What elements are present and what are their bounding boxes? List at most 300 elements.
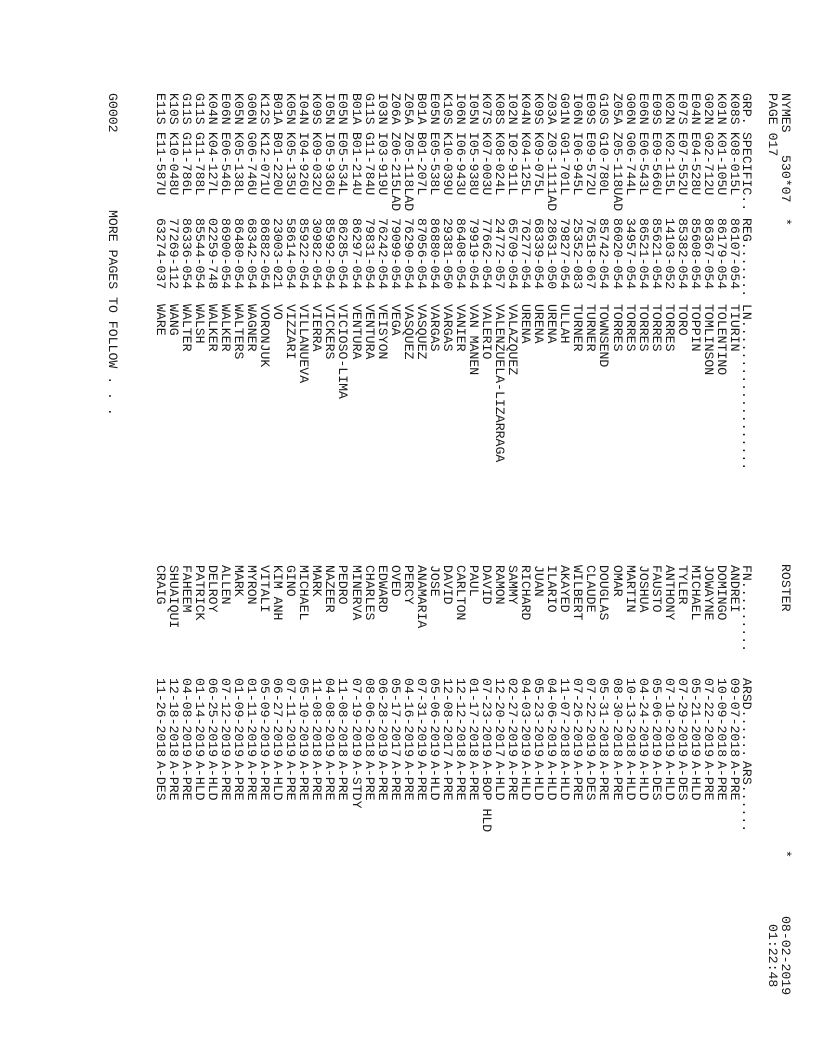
row-last-name: WALTER <box>178 304 194 352</box>
row-ars: A-DES <box>152 761 168 801</box>
row-first-name: MICHAEL <box>296 565 312 621</box>
row-specific: E11-587U <box>152 132 168 196</box>
row-ars: A-PRE <box>374 761 390 801</box>
row-last-name: WARE <box>152 304 168 336</box>
row-last-name: VICKERS <box>322 304 338 360</box>
row-specific: B01-220U <box>270 132 286 196</box>
row-last-name: TOPPIN <box>687 304 703 352</box>
row-last-name: VORONJUK <box>257 304 273 368</box>
row-grp: E07S <box>674 93 690 125</box>
row-grp: E04N <box>687 93 703 125</box>
row-ars: A-PRE <box>322 761 338 801</box>
row-ars: A-PRE <box>727 761 742 801</box>
row-first-name: JUAN <box>531 565 547 597</box>
row-reg: 29381-050 <box>439 218 455 290</box>
row-first-name: VITALI <box>257 565 273 613</box>
row-arsd: 11-26-2018 <box>152 678 168 758</box>
report-date: 08-02-2019 <box>778 916 793 996</box>
row-arsd: 05-17-2017 <box>387 678 403 758</box>
row-specific: G10-780L <box>596 132 612 196</box>
row-grp: Z05A <box>609 93 625 125</box>
row-grp: K10S <box>439 93 455 125</box>
row-reg: 77662-054 <box>479 218 495 290</box>
row-arsd: 04-16-2019 <box>400 678 416 758</box>
row-arsd: 10-13-2018 <box>622 678 638 758</box>
row-reg: 24772-057 <box>492 218 508 290</box>
row-first-name: AKAYED <box>557 565 573 613</box>
header-star-2: * <box>778 850 793 858</box>
row-specific: E07-552U <box>674 132 690 196</box>
row-specific: Z05-118LAD <box>400 132 416 212</box>
row-reg: 86521-054 <box>635 218 651 290</box>
row-reg: 79099-054 <box>387 218 403 290</box>
row-first-name: TYLER <box>674 565 690 605</box>
row-arsd: 06-27-2019 <box>270 678 286 758</box>
row-arsd: 12-08-2017 <box>439 678 455 758</box>
row-grp: B01A <box>348 93 364 125</box>
row-arsd: 01-11-2019 <box>244 678 260 758</box>
row-specific: G06-744L <box>622 132 638 196</box>
row-specific: K10-039U <box>439 132 455 196</box>
row-arsd: 02-27-2019 <box>505 678 521 758</box>
row-first-name: MARTIN <box>622 565 638 613</box>
row-specific: I03-919U <box>374 132 390 196</box>
row-grp: E09S <box>583 93 599 125</box>
row-arsd: 04-08-2019 <box>178 678 194 758</box>
row-first-name: NAZEER <box>322 565 338 613</box>
row-first-name: JOWAYNE <box>700 565 716 621</box>
row-ars: A-PRE <box>466 761 481 801</box>
row-specific: K04-125L <box>518 132 534 196</box>
row-reg: 30982-054 <box>309 218 325 290</box>
row-first-name: DOUGLAS <box>596 565 612 621</box>
row-grp: G11S <box>361 93 377 125</box>
row-first-name: PERCY <box>400 565 416 605</box>
row-last-name: VILLANUEVA <box>296 304 312 384</box>
row-last-name: VAN MANEN <box>466 304 481 376</box>
row-specific: E09-572U <box>583 132 599 196</box>
col-reg: REG....... <box>739 218 754 298</box>
row-reg: 25352-083 <box>570 218 586 290</box>
row-specific: B01-207L <box>413 132 429 196</box>
row-reg: 68339-054 <box>531 218 547 290</box>
row-last-name: TORRES <box>609 304 625 352</box>
row-reg: 14103-052 <box>661 218 677 290</box>
row-grp: E05N <box>335 93 351 125</box>
row-reg: 79827-054 <box>557 218 573 290</box>
row-ars: A-HLD <box>426 761 442 801</box>
row-arsd: 07-11-2019 <box>283 678 299 758</box>
row-grp: K12S <box>257 93 273 125</box>
row-reg: 86882-054 <box>257 218 273 290</box>
row-first-name: PAUL <box>466 565 481 597</box>
row-specific: I05-936U <box>322 132 338 196</box>
row-last-name: VASQUEZ <box>413 304 429 360</box>
row-grp: E05N <box>426 93 442 125</box>
row-grp: I06N <box>570 93 586 125</box>
row-specific: E09-566U <box>648 132 664 196</box>
row-ars: A-PRE <box>609 761 625 801</box>
row-last-name: VIERRA <box>309 304 325 352</box>
row-specific: G02-712U <box>700 132 716 196</box>
row-ars: A-PRE <box>231 761 247 801</box>
row-grp: I02N <box>505 93 521 125</box>
row-specific: I04-926U <box>296 132 312 196</box>
row-specific: I05-938U <box>466 132 481 196</box>
row-last-name: TORRES <box>622 304 638 352</box>
row-reg: 87056-054 <box>413 218 429 290</box>
row-reg: 85608-054 <box>687 218 703 290</box>
row-last-name: TIURIN <box>727 304 742 352</box>
row-ars: A-HLD <box>191 761 207 801</box>
row-first-name: GINO <box>283 565 299 597</box>
row-last-name: WALSH <box>191 304 207 344</box>
row-reg: 86336-054 <box>178 218 194 290</box>
col-ars: ARS...... <box>739 761 754 833</box>
row-grp: K04N <box>518 93 534 125</box>
row-specific: G11-788L <box>191 132 207 196</box>
row-ars: A-PRE <box>596 761 612 801</box>
row-reg: 02259-748 <box>205 218 220 290</box>
row-first-name: OVED <box>387 565 403 597</box>
row-first-name: CLAUDE <box>583 565 599 613</box>
row-reg: 65709-054 <box>505 218 521 290</box>
row-reg: 85382-054 <box>674 218 690 290</box>
row-first-name: MARK <box>231 565 247 597</box>
row-grp: K05N <box>283 93 299 125</box>
row-reg: 86408-054 <box>452 218 468 290</box>
row-grp: K02N <box>661 93 677 125</box>
row-grp: K08S <box>727 93 742 125</box>
row-arsd: 01-09-2019 <box>231 678 247 758</box>
row-ars: A-PRE <box>244 761 260 801</box>
row-ars: A-PRE <box>713 761 729 801</box>
row-ars: A-PRE <box>257 761 273 801</box>
row-grp: E06N <box>218 93 234 125</box>
row-reg: 28631-050 <box>544 218 560 290</box>
row-first-name: RAMON <box>492 565 508 605</box>
page-label: PAGE 017 <box>765 93 780 157</box>
row-specific: K10-048U <box>165 132 181 196</box>
row-specific: K05-138L <box>231 132 247 196</box>
row-grp: G11S <box>178 93 194 125</box>
row-specific: K02-115L <box>661 132 677 196</box>
row-arsd: 10-09-2018 <box>713 678 729 758</box>
row-last-name: VEGA <box>387 304 403 336</box>
row-arsd: 07-23-2019 <box>479 678 495 758</box>
row-ars: A-HLD <box>492 761 508 801</box>
row-grp: K09S <box>309 93 325 125</box>
row-first-name: EDWARD <box>374 565 390 613</box>
row-arsd: 12-12-2018 <box>452 678 468 758</box>
row-arsd: 04-03-2019 <box>518 678 534 758</box>
row-grp: G02N <box>700 93 716 125</box>
row-first-name: SAMMY <box>505 565 521 605</box>
row-grp: G06N <box>244 93 260 125</box>
row-first-name: CARLTON <box>452 565 468 621</box>
row-grp: Z06A <box>387 93 403 125</box>
row-reg: 79919-054 <box>466 218 481 290</box>
row-specific: G11-784U <box>361 132 377 196</box>
row-ars: A-PRE <box>361 761 377 801</box>
header-line-1 <box>778 0 793 996</box>
row-specific: Z05-118UAD <box>609 132 625 212</box>
row-first-name: OMAR <box>609 565 625 597</box>
row-arsd: 07-22-2019 <box>700 678 716 758</box>
row-reg: 23003-021 <box>270 218 286 290</box>
row-grp: G11S <box>191 93 207 125</box>
row-first-name: WILBERT <box>570 565 586 621</box>
row-specific: K05-135U <box>283 132 299 196</box>
row-ars: A-HLD <box>687 761 703 801</box>
row-ars: A-PRE <box>400 761 416 801</box>
row-grp: I06N <box>452 93 468 125</box>
row-ars: A-PRE <box>505 761 521 801</box>
row-ars: A-PRE <box>335 761 351 801</box>
row-specific: K09-075L <box>531 132 547 196</box>
report-time: 01:22:48 <box>765 924 780 988</box>
row-arsd: 06-28-2019 <box>374 678 390 758</box>
row-grp: E09S <box>648 93 664 125</box>
row-arsd: 05-09-2019 <box>257 678 273 758</box>
row-specific: K04-127L <box>205 132 220 196</box>
row-arsd: 05-21-2019 <box>687 678 703 758</box>
row-specific: I06-943U <box>452 132 468 196</box>
header-star-1: * <box>778 218 793 226</box>
row-last-name: TURNER <box>570 304 586 352</box>
row-specific: E04-528U <box>687 132 703 196</box>
row-last-name: VENTURA <box>361 304 377 360</box>
row-last-name: WALTERS <box>231 304 247 360</box>
row-last-name: TOMLINSON <box>700 304 716 376</box>
row-last-name: ULLAH <box>557 304 573 344</box>
row-arsd: 05-06-2019 <box>648 678 664 758</box>
row-arsd: 04-06-2019 <box>544 678 560 758</box>
row-ars: A-BOP HLD <box>479 761 495 833</box>
row-reg: 85742-054 <box>596 218 612 290</box>
row-grp: E11S <box>152 93 168 125</box>
row-arsd: 06-25-2019 <box>205 678 220 758</box>
row-reg: 86367-054 <box>700 218 716 290</box>
row-specific: I02-911L <box>505 132 521 196</box>
row-last-name: VALERIO <box>479 304 495 360</box>
row-arsd: 04-08-2019 <box>322 678 338 758</box>
row-last-name: VO <box>270 304 286 320</box>
report-code: 530*07 <box>778 155 793 203</box>
row-last-name: VALENZUELA-LIZARRAGA <box>492 304 508 463</box>
row-grp: K07S <box>479 93 495 125</box>
row-reg: 85922-054 <box>296 218 312 290</box>
row-ars: A-PRE <box>165 761 181 801</box>
row-reg: 86480-054 <box>231 218 247 290</box>
row-grp: K09S <box>531 93 547 125</box>
row-last-name: TORO <box>674 304 690 336</box>
row-last-name: TORRES <box>661 304 677 352</box>
row-reg: 86880-054 <box>426 218 442 290</box>
row-arsd: 07-12-2019 <box>218 678 234 758</box>
row-last-name: TOLENTINO <box>713 304 729 376</box>
row-first-name: JOSE <box>426 565 442 597</box>
row-arsd: 05-06-2019 <box>426 678 442 758</box>
row-specific: E06-543L <box>635 132 651 196</box>
row-ars: A-HLD <box>531 761 547 801</box>
row-ars: A-HLD <box>622 761 638 801</box>
row-last-name: VANIER <box>452 304 468 352</box>
row-arsd: 12-18-2018 <box>165 678 181 758</box>
row-ars: A-PRE <box>387 761 403 801</box>
row-arsd: 11-08-2018 <box>335 678 351 758</box>
row-grp: Z03A <box>544 93 560 125</box>
row-first-name: MARK <box>309 565 325 597</box>
row-last-name: TORRES <box>635 304 651 352</box>
row-first-name: DAVID <box>439 565 455 605</box>
row-arsd: 12-20-2017 <box>492 678 508 758</box>
row-first-name: RICHARD <box>518 565 534 621</box>
row-ars: A-PRE <box>570 761 586 801</box>
row-reg: 79831-054 <box>361 218 377 290</box>
row-first-name: ANDREI <box>727 565 742 613</box>
row-grp: K10S <box>165 93 181 125</box>
row-reg: 58614-054 <box>283 218 299 290</box>
row-arsd: 05-23-2019 <box>531 678 547 758</box>
row-grp: B01A <box>413 93 429 125</box>
row-specific: K08-015L <box>727 132 742 196</box>
row-specific: K12-071U <box>257 132 273 196</box>
row-first-name: MINERVA <box>348 565 364 621</box>
row-arsd: 07-22-2019 <box>583 678 599 758</box>
row-arsd: 07-19-2019 <box>348 678 364 758</box>
row-grp: K01N <box>713 93 729 125</box>
row-grp: K05N <box>231 93 247 125</box>
row-ars: A-STDY <box>348 761 364 809</box>
row-ars: A-PRE <box>413 761 429 801</box>
row-first-name: JOSHUA <box>635 565 651 613</box>
row-arsd: 11-07-2018 <box>557 678 573 758</box>
row-specific: K01-105U <box>713 132 729 196</box>
row-first-name: PEDRO <box>335 565 351 605</box>
row-specific: G01-701L <box>557 132 573 196</box>
row-last-name: WALKER <box>205 304 220 352</box>
row-grp: K04N <box>205 93 220 125</box>
row-grp: I05N <box>322 93 338 125</box>
row-grp: B01A <box>270 93 286 125</box>
row-ars: A-PRE <box>218 761 234 801</box>
row-arsd: 11-08-2018 <box>309 678 325 758</box>
row-reg: 86900-054 <box>218 218 234 290</box>
row-reg: 76518-067 <box>583 218 599 290</box>
row-ars: A-PRE <box>309 761 325 801</box>
row-last-name: VENTURA <box>348 304 364 360</box>
row-last-name: VIZZARI <box>283 304 299 360</box>
row-last-name: VALAZQUEZ <box>505 304 521 376</box>
row-reg: 68342-054 <box>244 218 260 290</box>
row-first-name: PATRICK <box>191 565 207 621</box>
row-last-name: VEISYON <box>374 304 390 360</box>
row-arsd: 07-26-2019 <box>570 678 586 758</box>
row-grp: I04N <box>296 93 312 125</box>
row-specific: E06-546L <box>218 132 234 196</box>
row-reg: 86179-054 <box>713 218 729 290</box>
row-reg: 85544-054 <box>191 218 207 290</box>
row-ars: A-DES <box>674 761 690 801</box>
row-reg: 86297-054 <box>348 218 364 290</box>
row-first-name: ALLEN <box>218 565 234 605</box>
row-ars: A-DES <box>583 761 599 801</box>
row-specific: Z06-215LAD <box>387 132 403 212</box>
row-specific: K07-003U <box>479 132 495 196</box>
row-arsd: 04-24-2019 <box>635 678 651 758</box>
row-reg: 86020-054 <box>609 218 625 290</box>
row-arsd: 07-31-2019 <box>413 678 429 758</box>
row-specific: G11-786L <box>178 132 194 196</box>
row-ars: A-PRE <box>700 761 716 801</box>
col-fn: FN......... <box>739 565 754 653</box>
column-header-row <box>739 0 754 833</box>
row-first-name: CRAIG <box>152 565 168 605</box>
row-reg: 86107-054 <box>727 218 742 290</box>
row-specific: K08-024L <box>492 132 508 196</box>
row-first-name: KIM ANH <box>270 565 286 621</box>
row-first-name: ILARIO <box>544 565 560 613</box>
row-ars: A-HLD <box>557 761 573 801</box>
row-last-name: WALKER <box>218 304 234 352</box>
row-reg: 86285-054 <box>335 218 351 290</box>
row-grp: E06N <box>635 93 651 125</box>
row-ars: A-HLD <box>205 761 220 801</box>
row-last-name: VARGAS <box>439 304 455 352</box>
row-last-name: URENA <box>544 304 560 344</box>
row-last-name: URENA <box>531 304 547 344</box>
row-ars: A-HLD <box>518 761 534 801</box>
row-specific: I06-945L <box>570 132 586 196</box>
row-ars: A-PRE <box>439 761 455 801</box>
row-grp: G06N <box>622 93 638 125</box>
row-last-name: TOWNSEND <box>596 304 612 368</box>
row-reg: 63274-037 <box>152 218 168 290</box>
row-grp: K08S <box>492 93 508 125</box>
row-arsd: 07-29-2019 <box>674 678 690 758</box>
row-arsd: 01-14-2019 <box>191 678 207 758</box>
row-ars: A-PRE <box>452 761 468 801</box>
row-grp: I05N <box>466 93 481 125</box>
row-first-name: SHUAIQUI <box>165 565 181 629</box>
row-last-name: VARGAS <box>426 304 442 352</box>
row-arsd: 08-30-2018 <box>609 678 625 758</box>
row-specific: B01-214U <box>348 132 364 196</box>
row-grp: G10S <box>596 93 612 125</box>
row-first-name: CHARLES <box>361 565 377 621</box>
row-first-name: MICHAEL <box>687 565 703 621</box>
col-ln: LN................... <box>739 304 754 471</box>
roster-label: ROSTER <box>778 564 793 612</box>
row-arsd: 05-31-2018 <box>596 678 612 758</box>
row-first-name: ANTHONY <box>661 565 677 621</box>
row-reg: 34957-054 <box>622 218 638 290</box>
row-reg: 77269-112 <box>165 218 181 290</box>
footer-line <box>105 0 120 416</box>
col-arsd: ARSD...... <box>739 678 754 758</box>
col-specific: SPECIFIC.. <box>739 132 754 212</box>
row-specific: E05-534L <box>335 132 351 196</box>
row-reg: 76290-054 <box>400 218 416 290</box>
row-last-name: VASQUEZ <box>400 304 416 360</box>
row-ars: A-DES <box>648 761 664 801</box>
row-specific: Z03-1111AD <box>544 132 560 212</box>
row-first-name: FAHEEM <box>178 565 194 613</box>
row-first-name: DAVID <box>479 565 495 605</box>
row-ars: A-HLD <box>635 761 651 801</box>
row-first-name: ANAMARIA <box>413 565 429 629</box>
